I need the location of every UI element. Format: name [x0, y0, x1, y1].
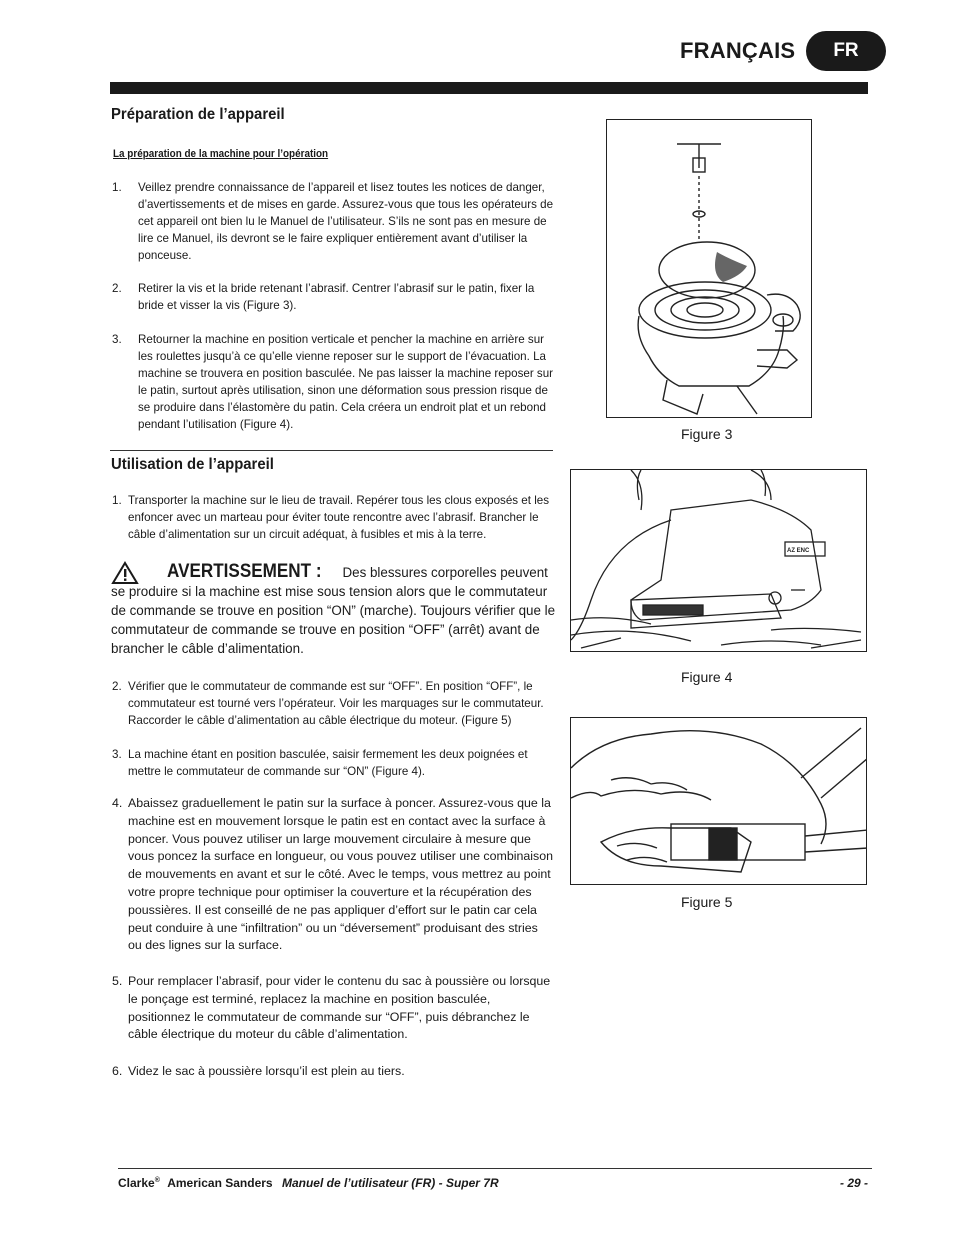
section-title-utilisation: Utilisation de l’appareil: [111, 456, 274, 473]
language-badge: FR: [806, 31, 886, 71]
figure-3-image: [606, 119, 812, 418]
item-number: 5.: [112, 974, 123, 988]
warning-block: [111, 562, 556, 658]
item-number: 3.: [112, 333, 122, 346]
header-rule: [110, 82, 868, 94]
list-item: [112, 795, 554, 955]
warning-title: AVERTISSEMENT :: [167, 561, 322, 582]
figure-5-image: [570, 717, 867, 885]
figure-4-caption: Figure 4: [681, 669, 733, 685]
item-number: 1.: [112, 494, 122, 507]
item-text: Retirer la vis et la bride retenant l’abrasif. Centrer l’abrasif sur le patin, fixer la bride et visser la vis (Figure 3).: [138, 282, 535, 312]
list-item: [112, 746, 554, 780]
language-label: FRANÇAIS: [680, 38, 796, 63]
figure-5-caption: Figure 5: [681, 894, 733, 910]
item-text: Veillez prendre connaissance de l’appareil et lisez toutes les notices de danger, d’avertissements et de mises en garde. Assurez-vous que tous les opérateurs de cet appareil ont bien lu le Manuel de l’utilisateur. S’ils ne sont pas en mesure de lire ce Manuel, ils devront se le faire expliquer entièrement avant d’utiliser la ponceuse.: [138, 181, 554, 262]
item-number: 1.: [112, 181, 122, 194]
machine-label: AZ ENC: [787, 548, 810, 554]
page-number: - 29 -: [839, 1176, 868, 1190]
section-divider: [110, 450, 553, 451]
item-text: Transporter la machine sur le lieu de travail. Repérer tous les clous exposés et les enfoncer avec un marteau pour éviter toute rencontre avec l’abrasif. Brancher le câble d’alimentation sur un circuit adéquat, à fusibles et mis à la terre.: [128, 494, 550, 541]
cord-connection-illustration: [571, 718, 867, 885]
list-item: [112, 1063, 554, 1081]
list-item: [112, 331, 554, 433]
warning-text: Des blessures corporelles peuvent se produire si la machine est mise sous tension alors que le commutateur de commande se trouve en position “ON” (marche). Toujours vérifier que le commutateur de commande se trouve en position “OFF” (arrêt) avant de brancher le câble d’alimentation.: [111, 565, 556, 656]
item-number: 3.: [112, 748, 122, 761]
item-text: Abaissez graduellement le patin sur la surface à poncer. Assurez-vous que la machine est en mouvement lorsque le patin est en contact avec la surface à poncer. Vous pouvez utiliser un large mouvement circulaire à mesure que vous poncez la surface en longueur, ou vous pouvez utiliser une combinaison de mouvements en avant et sur le côté. Avec le temps, vous mettrez au point votre propre technique pour optimiser la couverture et la récupération des poussières. Il est conseillé de ne pas appliquer d’effort sur le patin car cela peut conduire à une “infiltration” ou un “déversement” produisant des stries ou des lignes sur la surface.: [128, 796, 553, 953]
section-subtitle: La préparation de la machine pour l’opération: [113, 148, 329, 160]
item-text: Videz le sac à poussière lorsqu’il est plein au tiers.: [128, 1064, 405, 1078]
figure-3-caption: Figure 3: [681, 426, 733, 442]
item-number: 2.: [112, 680, 122, 693]
footer-registered-mark: ®: [154, 1177, 160, 1184]
item-text: La machine étant en position basculée, saisir fermement les deux poignées et mettre le commutateur de commande sur “ON” (Figure 4).: [128, 748, 528, 778]
footer-rule: [118, 1168, 872, 1169]
footer-manual-title: Manuel de l’utilisateur (FR) - Super 7R: [281, 1176, 499, 1190]
item-text: Pour remplacer l’abrasif, pour vider le contenu du sac à poussière ou lorsque le ponçage est terminé, replacez la machine en position basculée, positionnez le commutateur de commande sur “OFF”, puis débranchez le câble électrique du moteur du câble d’alimentation.: [128, 974, 551, 1042]
list-item: [112, 492, 554, 543]
footer-company: American Sanders: [167, 1176, 273, 1190]
sander-tilted-illustration: [571, 470, 867, 652]
section-title-preparation: Préparation de l’appareil: [111, 106, 285, 123]
list-item: [112, 280, 554, 314]
list-item: [112, 973, 554, 1044]
figure-4-image: [570, 469, 867, 652]
item-number: 2.: [112, 282, 122, 295]
item-number: 6.: [112, 1064, 123, 1078]
item-text: Vérifier que le commutateur de commande est sur “OFF”. En position “OFF”, le commutateur est tourné vers l’opérateur. Voir les marquages sur le commutateur. Raccorder le câble d’alimentation au câble électrique du moteur. (Figure 5): [128, 680, 544, 727]
list-item: [112, 179, 554, 264]
item-number: 4.: [112, 796, 123, 810]
list-item: [112, 678, 554, 729]
footer-text: [118, 1176, 499, 1190]
item-text: Retourner la machine en position verticale et pencher la machine en arrière sur les roulettes jusqu’à ce qu’elle vienne reposer sur le support de l’évacuation. La machine se trouvera en position basculée. Ne pas laisser la machine reposer sur le patin, surtout après utilisation, sinon une déformation sous pression risque de se produire dans l’élastomère du patin. Cela créera un endroit plat et un rebond pendant l’utilisation (Figure 4).: [138, 333, 554, 431]
sander-pad-illustration: [607, 120, 812, 418]
footer-brand: Clarke: [118, 1176, 155, 1190]
